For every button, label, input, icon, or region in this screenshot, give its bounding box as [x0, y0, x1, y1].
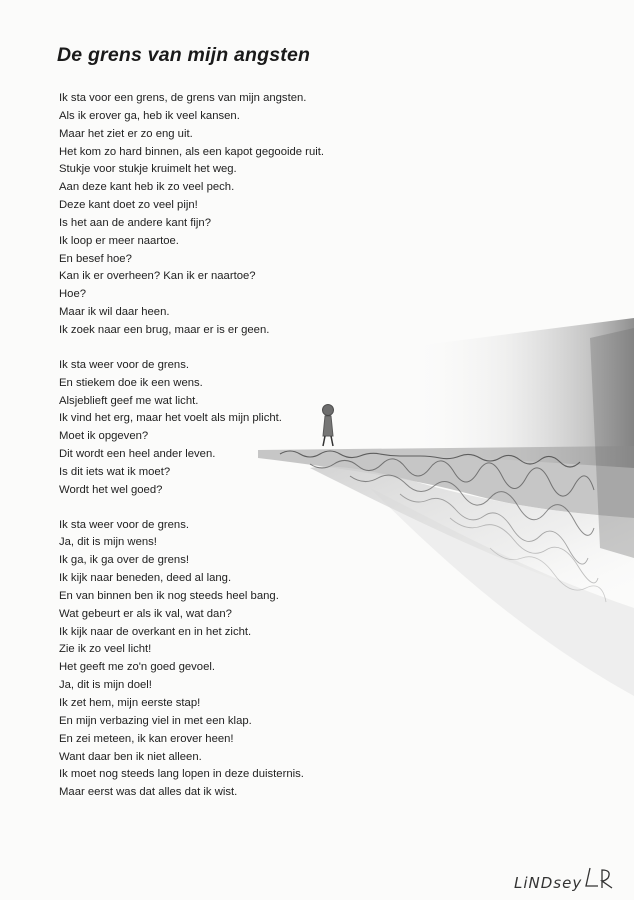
pencil-drawing-cliff — [250, 318, 634, 698]
poem-line: Ik ga, ik ga over de grens! — [59, 554, 189, 567]
poem-line: Ik sta weer voor de grens. — [59, 518, 189, 531]
poem-line: Ja, dit is mijn wens! — [59, 536, 157, 549]
poem-line: Ja, dit is mijn doel! — [59, 679, 152, 692]
poem-line: En besef hoe? — [59, 252, 132, 265]
poem-line: Ik sta weer voor de grens. — [59, 358, 189, 371]
poem-line: Het kom zo hard binnen, als een kapot gegooide ruit. — [59, 145, 325, 158]
poem-line: Ik kijk naar de overkant en in het zicht. — [59, 625, 252, 638]
poem-line: Wat gebeurt er als ik val, wat dan? — [59, 607, 232, 620]
poem-line: Het geeft me zo'n goed gevoel. — [59, 661, 216, 674]
poem-line: Aan deze kant heb ik zo veel pech. — [59, 181, 235, 194]
poem-line: Ik zoek naar een brug, maar er is er geen. — [59, 323, 270, 336]
poem-line: Moet ik opgeven? — [59, 430, 149, 443]
poem-line: Hoe? — [59, 288, 87, 301]
poem-line: Maar het ziet er zo eng uit. — [59, 127, 193, 140]
poem-line: Als ik erover ga, heb ik veel kansen. — [59, 109, 240, 122]
poem-line: Wordt het wel goed? — [59, 483, 163, 496]
poem-line: En van binnen ben ik nog steeds heel bang. — [59, 589, 279, 602]
poem-line: Maar eerst was dat alles dat ik wist. — [59, 786, 238, 799]
poem-line: Ik sta voor een grens, de grens van mijn angsten. — [59, 92, 307, 104]
poem-line: Maar ik wil daar heen. — [59, 306, 170, 319]
poem-line: Ik vind het erg, maar het voelt als mijn plicht. — [59, 412, 282, 425]
stanza-1 — [59, 90, 399, 340]
poem-line: En mijn verbazing viel in met een klap. — [59, 714, 252, 727]
poem-line: Want daar ben ik niet alleen. — [59, 750, 202, 763]
poem-line: En stiekem doe ik een wens. — [59, 376, 203, 389]
poem-line: Is het aan de andere kant fijn? — [59, 216, 211, 229]
poem-line: Dit wordt een heel ander leven. — [59, 448, 216, 461]
poem-line: Ik zet hem, mijn eerste stap! — [59, 697, 201, 709]
poem-line: Ik moet nog steeds lang lopen in deze duisternis. — [59, 768, 304, 781]
poem-line: Zie ik zo veel licht! — [59, 643, 152, 656]
handwritten-signature — [512, 864, 622, 894]
poem-line: Stukje voor stukje kruimelt het weg. — [59, 163, 237, 176]
poem-line: En zei meteen, ik kan erover heen! — [59, 732, 234, 745]
poem-line: Kan ik er overheen? Kan ik er naartoe? — [59, 270, 256, 283]
figure-icon — [323, 405, 334, 447]
poem-title: De grens van mijn angsten — [57, 44, 311, 66]
poem-line: Ik loop er meer naartoe. — [59, 234, 179, 247]
poem-line: Alsjeblieft geef me wat licht. — [59, 394, 199, 407]
poem-line: Deze kant doet zo veel pijn! — [59, 199, 198, 212]
poem-line: Ik kijk naar beneden, deed al lang. — [59, 572, 232, 585]
poem-line: Is dit iets wat ik moet? — [59, 465, 171, 478]
svg-text:LiNDsey: LiNDsey — [514, 874, 583, 892]
